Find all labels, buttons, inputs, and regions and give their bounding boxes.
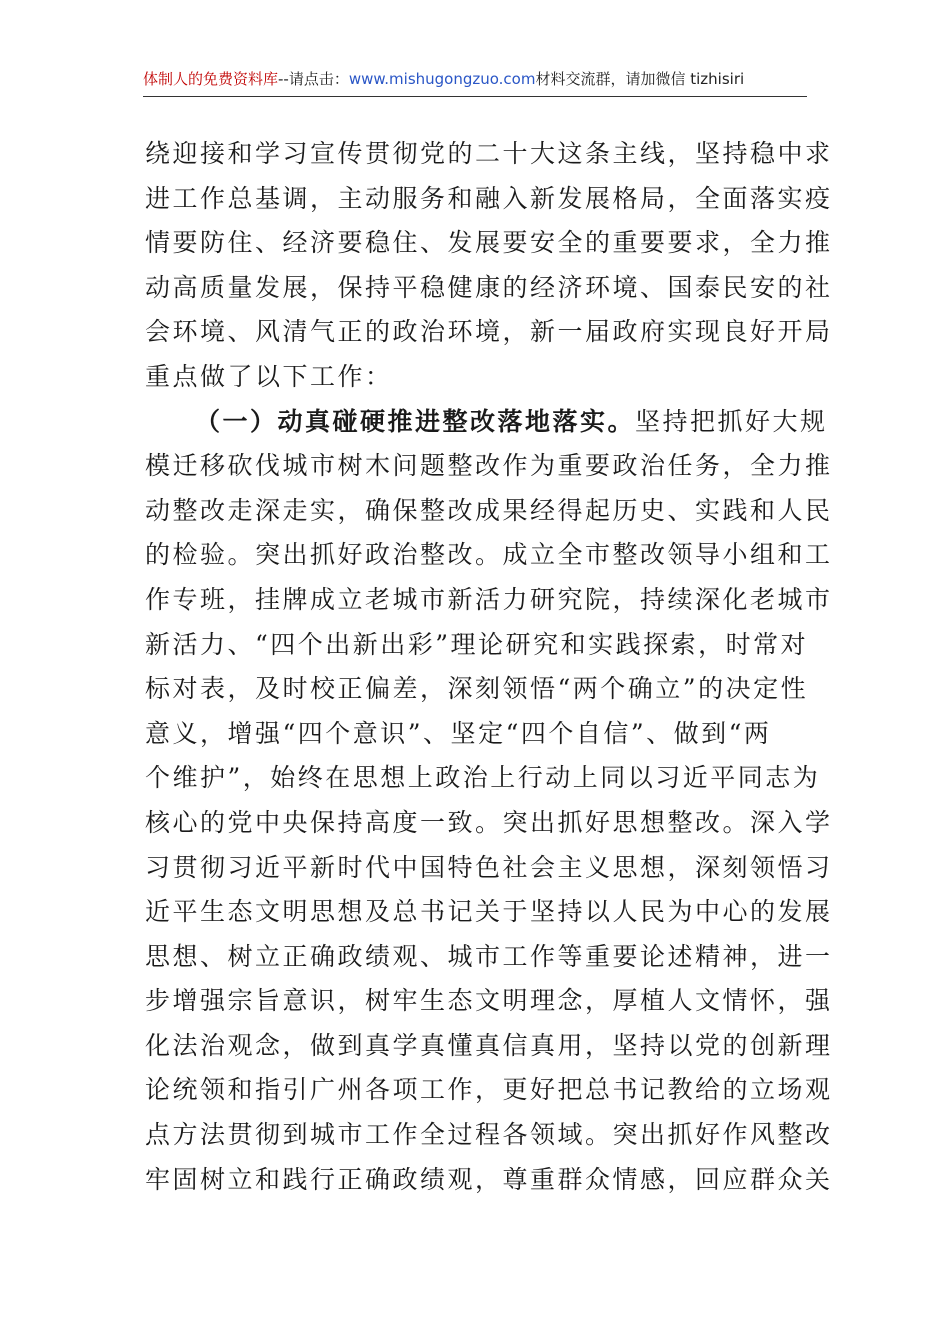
- page-header: [143, 62, 807, 97]
- header-brand: 体制人的免费资料库: [143, 70, 279, 88]
- body-line: 情要防住、经济要稳住、发展要安全的重要要求，全力推: [145, 228, 833, 258]
- body-line: 思想、树立正确政绩观、城市工作等重要论述精神，进一: [145, 941, 833, 971]
- body-line: 动整改走深走实，确保整改成果经得起历史、实践和人民: [145, 495, 833, 525]
- header-prompt: --请点击：: [278, 70, 349, 88]
- body-line: 核心的党中央保持高度一致。突出抓好思想整改。深入学: [145, 807, 833, 837]
- header-contact: 材料交流群，请加微信 tizhisiri: [535, 70, 745, 88]
- body-line: 新活力、“四个出新出彩”理论研究和实践探索，时常对: [145, 629, 809, 659]
- body-line: 作专班，挂牌成立老城市新活力研究院，持续深化老城市: [145, 584, 833, 614]
- body-line: 绕迎接和学习宣传贯彻党的二十大这条主线，坚持稳中求: [145, 139, 833, 168]
- body-line: 进工作总基调，主动服务和融入新发展格局，全面落实疫: [145, 183, 833, 213]
- section-heading: （一）动真碰硬推进整改落地落实。: [195, 406, 636, 436]
- document-body: [145, 132, 833, 1202]
- body-line: 的检验。突出抓好政治整改。成立全市整改领导小组和工: [145, 540, 833, 570]
- body-line: 意义，增强“四个意识”、坚定“四个自信”、做到“两: [145, 718, 772, 748]
- body-line: 重点做了以下工作：: [145, 361, 393, 391]
- body-line: 习贯彻习近平新时代中国特色社会主义思想，深刻领悟习: [145, 852, 833, 882]
- body-line: 点方法贯彻到城市工作全过程各领域。突出抓好作风整改: [145, 1120, 833, 1150]
- body-line: 近平生态文明思想及总书记关于坚持以人民为中心的发展: [145, 897, 833, 927]
- body-line: 论统领和指引广州各项工作，更好把总书记教给的立场观: [145, 1075, 833, 1105]
- header-link[interactable]: www.mishugongzuo.com: [348, 70, 536, 88]
- section-first-line: [145, 400, 828, 445]
- body-line: 模迁移砍伐城市树木问题整改作为重要政治任务，全力推: [145, 451, 833, 481]
- section-first-line-text: 坚持把抓好大规: [635, 406, 828, 436]
- body-line: 化法治观念，做到真学真懂真信真用，坚持以党的创新理: [145, 1030, 833, 1060]
- body-line: 会环境、风清气正的政治环境，新一届政府实现良好开局: [145, 317, 833, 347]
- body-line: 个维护”，始终在思想上政治上行动上同以习近平同志为: [145, 763, 821, 793]
- body-line: 动高质量发展，保持平稳健康的经济环境、国泰民安的社: [145, 272, 833, 302]
- body-line: 标对表，及时校正偏差，深刻领悟“两个确立”的决定性: [145, 674, 809, 704]
- body-line: 牢固树立和践行正确政绩观，尊重群众情感，回应群众关: [145, 1164, 833, 1194]
- body-line: 步增强宗旨意识，树牢生态文明理念，厚植人文情怀，强: [145, 986, 833, 1016]
